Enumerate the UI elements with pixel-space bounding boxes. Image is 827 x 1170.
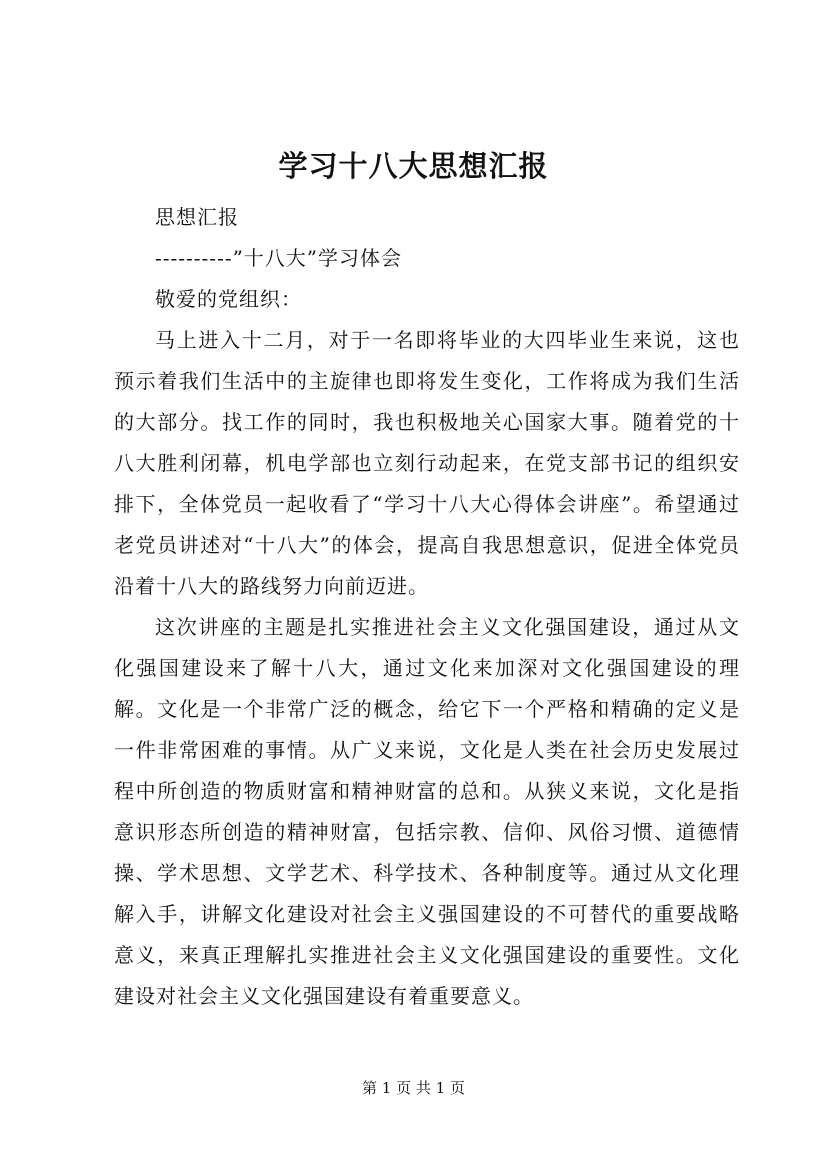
- document-title: 学习十八大思想汇报: [278, 149, 549, 183]
- document-body: [114, 197, 740, 1017]
- subtitle-line: ----------”十八大”学习体会: [155, 246, 403, 270]
- page-number-footer: 第 1 页 共 1 页: [362, 1079, 465, 1097]
- header-line: 思想汇报: [155, 205, 239, 229]
- salutation: 敬爱的党组织：: [155, 287, 302, 311]
- body-paragraph-1: 马上进入十二月，对于一名即将毕业的大四毕业生来说，这也预示着我们生活中的主旋律也即将发生变化，工作将成为我们生活的大部分。找工作的同时，我也积极地关心国家大事。随着党的十八大胜利闭幕，机电学部也立刻行动起来，在党支部书记的组织安排下，全体党员一起收看了“学习十八大心得体会讲座”。希望通过老党员讲述对“十八大”的体会，提高自我思想意识，促进全体党员沿着十八大的路线努力向前迈进。: [114, 328, 740, 598]
- body-paragraph-2: 这次讲座的主题是扎实推进社会主义文化强国建设，通过从文化强国建设来了解十八大，通过文化来加深对文化强国建设的理解。文化是一个非常广泛的概念，给它下一个严格和精确的定义是一件非常困难的事情。从广义来说，文化是人类在社会历史发展过程中所创造的物质财富和精神财富的总和。从狭义来说，文化是指意识形态所创造的精神财富，包括宗教、信仰、风俗习惯、道德情操、学术思想、文学艺术、科学技术、各种制度等。通过从文化理解入手，讲解文化建设对社会主义强国建设的不可替代的重要战略意义，来真正理解扎实推进社会主义文化强国建设的重要性。文化建设对社会主义文化强国建设有着重要意义。: [114, 615, 740, 1008]
